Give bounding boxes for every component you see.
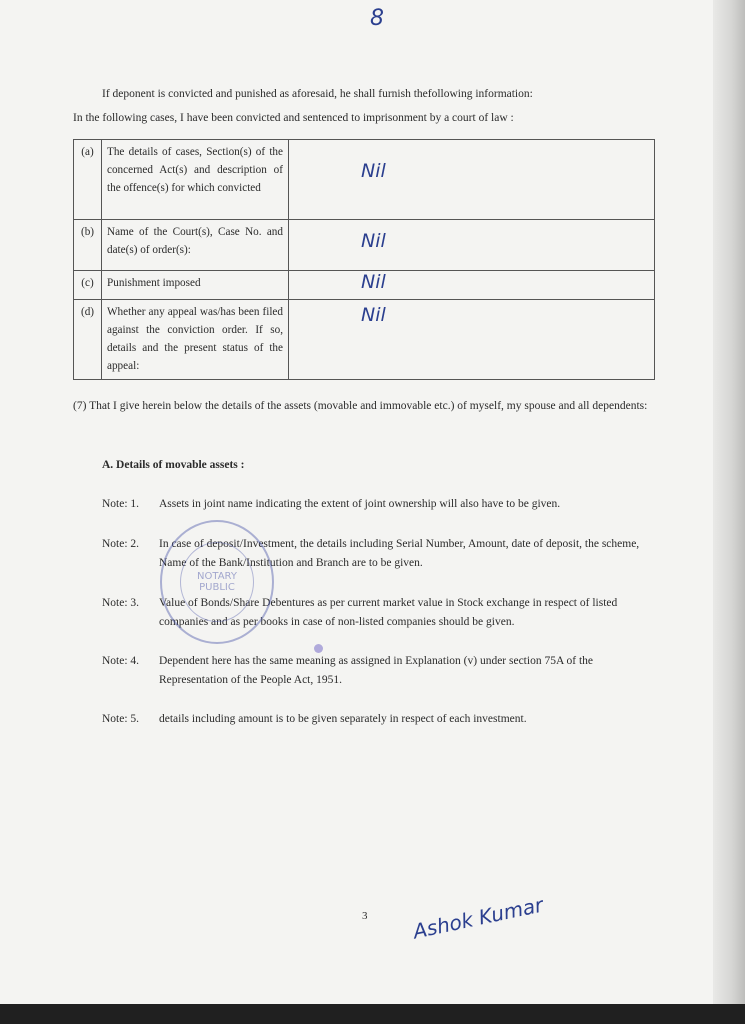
row-description: Name of the Court(s), Case No. and date(s) of order(s):: [102, 220, 289, 271]
note-text: In case of deposit/Investment, the details including Serial Number, Amount, date of deposit, the scheme, Name of the Bank/Institution and Branch are to be given.: [159, 538, 640, 569]
stamp-text: NOTARY PUBLIC: [197, 571, 237, 593]
handwritten-answer: Nil: [361, 230, 386, 252]
note-number: Note: 2.: [102, 538, 140, 550]
paragraph-7: (7) That I give herein below the details of the assets (movable and immovable etc.) of myself, my spouse and all dependents:: [73, 400, 648, 412]
ink-blot: [314, 644, 323, 653]
handwritten-answer: Nil: [361, 160, 386, 182]
handwritten-answer: Nil: [361, 304, 386, 326]
row-label: (a): [74, 140, 102, 220]
note-text: Dependent here has the same meaning as assigned in Explanation (v) under section 75A of the Representation of the People Act, 1951.: [159, 655, 593, 686]
section-a-title: A. Details of movable assets :: [102, 459, 245, 471]
scan-border: [0, 1004, 745, 1024]
row-label: (c): [74, 271, 102, 300]
note-number: Note: 4.: [102, 655, 140, 667]
note-number: Note: 1.: [102, 498, 140, 510]
row-description: Whether any appeal was/has been filed against the conviction order. If so, details and the present status of the appeal:: [102, 300, 289, 380]
page-edge: [713, 0, 745, 1024]
stamp-inner-ring: [180, 542, 254, 622]
handwritten-answer: Nil: [361, 271, 386, 293]
table-row: [74, 271, 655, 300]
note-text: Assets in joint name indicating the extent of joint ownership will also have to be given.: [159, 498, 561, 510]
page-number: 3: [362, 910, 368, 922]
table-row: [74, 140, 655, 220]
table-row: [74, 220, 655, 271]
note-number: Note: 3.: [102, 597, 140, 609]
row-label: (d): [74, 300, 102, 380]
note-number: Note: 5.: [102, 713, 140, 725]
table-row: [74, 300, 655, 380]
conviction-table: [73, 139, 655, 380]
notary-stamp: [160, 520, 274, 644]
intro-line-1: If deponent is convicted and punished as aforesaid, he shall furnish thefollowing information:: [102, 88, 533, 100]
row-description: Punishment imposed: [102, 271, 289, 300]
row-answer-cell: [289, 300, 655, 380]
note-text: Value of Bonds/Share Debentures as per current market value in Stock exchange in respect of listed companies and as per books in case of non-listed companies should be given.: [159, 597, 618, 628]
intro-line-2: In the following cases, I have been convicted and sentenced to imprisonment by a court of law :: [73, 112, 514, 124]
row-answer-cell: [289, 271, 655, 300]
signature: Ashok Kumar: [410, 892, 546, 944]
row-label: (b): [74, 220, 102, 271]
row-answer-cell: [289, 140, 655, 220]
handwritten-page-mark: 8: [370, 6, 384, 31]
note-text: details including amount is to be given separately in respect of each investment.: [159, 713, 527, 725]
row-answer-cell: [289, 220, 655, 271]
row-description: The details of cases, Section(s) of the concerned Act(s) and description of the offence(s) for which convicted: [102, 140, 289, 220]
